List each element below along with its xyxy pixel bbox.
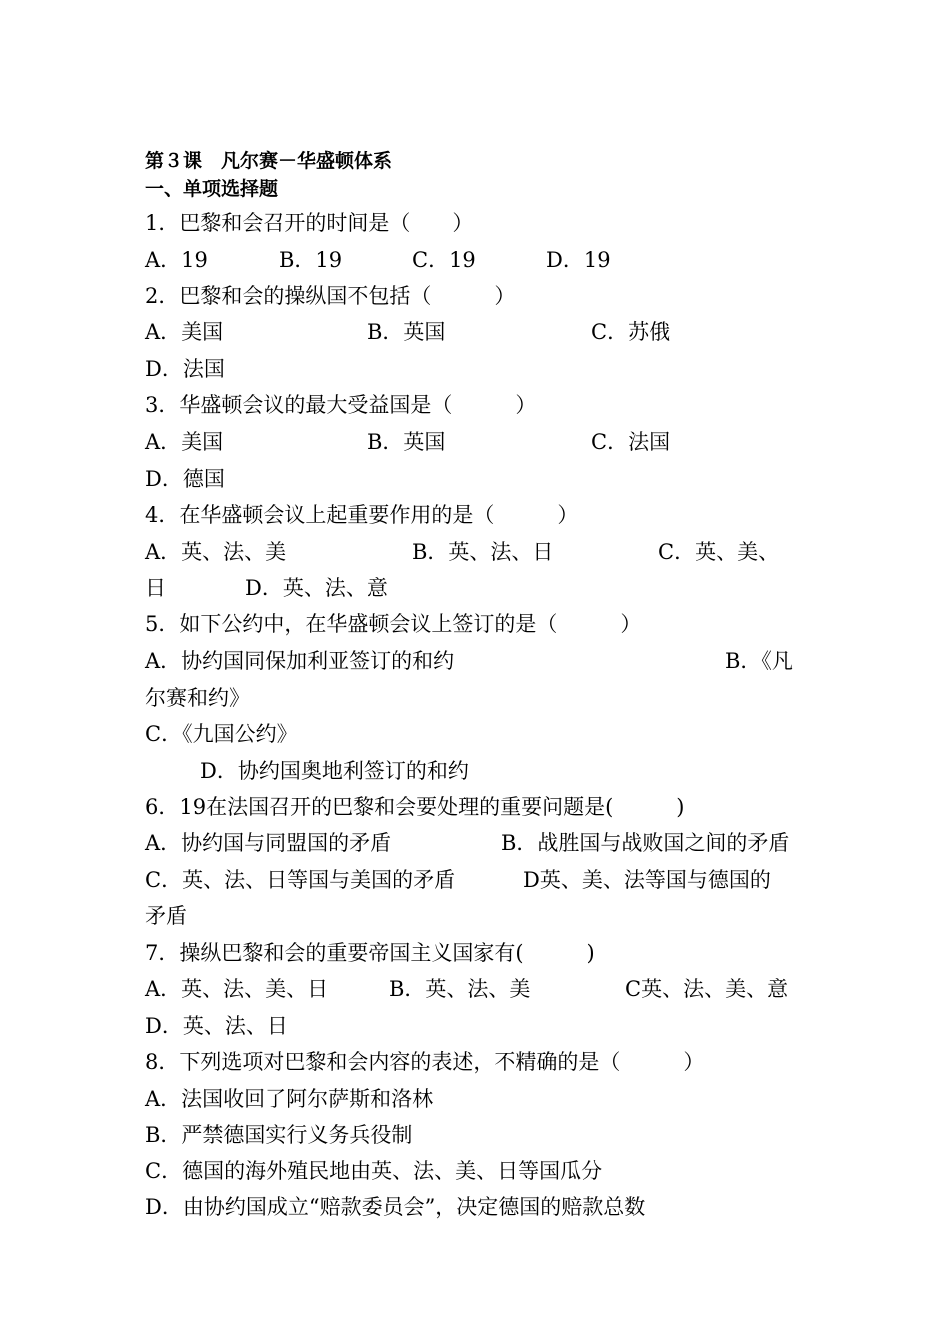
question-5-option-c: C．《九国公约》 bbox=[145, 722, 298, 746]
question-8-option-a: A．法国收回了阿尔萨斯和洛林 bbox=[145, 1087, 434, 1111]
question-2-option-c: C．苏俄 bbox=[591, 320, 671, 344]
question-5-stem: 5．如下公约中，在华盛顿会议上签订的是（ ） bbox=[145, 612, 642, 636]
question-4-option-b: B．英、法、日 bbox=[412, 540, 554, 564]
question-4-option-a: A．英、法、美 bbox=[145, 540, 287, 564]
question-5-option-d: D．协约国奥地利签订的和约 bbox=[200, 759, 469, 783]
question-1-option-b: B．19 bbox=[279, 248, 343, 272]
question-4-option-d: D．英、法、意 bbox=[245, 576, 388, 600]
question-3-option-b: B．英国 bbox=[367, 430, 446, 454]
lesson-title: 第３课 凡尔赛－华盛顿体系 bbox=[145, 150, 393, 172]
question-6-option-d: D英、美、法等国与德国的 bbox=[523, 868, 771, 892]
question-7-option-d: D．英、法、日 bbox=[145, 1014, 288, 1038]
question-6-option-a: A．协约国与同盟国的矛盾 bbox=[145, 831, 392, 855]
question-8-option-d: D．由协约国成立“赔款委员会”，决定德国的赔款总数 bbox=[145, 1195, 646, 1219]
question-4-option-c-cont: 日 bbox=[145, 576, 166, 600]
question-3-option-d: D．德国 bbox=[145, 467, 225, 491]
question-6-option-b: B．战胜国与战败国之间的矛盾 bbox=[501, 831, 790, 855]
question-1-option-c: C．19 bbox=[412, 248, 476, 272]
question-2-option-d: D．法国 bbox=[145, 357, 225, 381]
question-2-option-b: B．英国 bbox=[367, 320, 446, 344]
question-3-stem: 3．华盛顿会议的最大受益国是（ ） bbox=[145, 393, 537, 417]
question-1-option-d: D．19 bbox=[546, 248, 611, 272]
question-2-stem: 2．巴黎和会的操纵国不包括（ ） bbox=[145, 284, 516, 308]
question-6-option-d-cont: 矛盾 bbox=[145, 904, 187, 928]
question-3-option-c: C．法国 bbox=[591, 430, 671, 454]
question-4-stem: 4．在华盛顿会议上起重要作用的是（ ） bbox=[145, 503, 579, 527]
question-7-option-c: C英、法、美、意 bbox=[625, 977, 789, 1001]
question-5-option-a: A．协约国同保加利亚签订的和约 bbox=[145, 649, 455, 673]
question-5-option-b-cont: 尔赛和约》 bbox=[145, 686, 250, 710]
question-1-stem: 1．巴黎和会召开的时间是（ ） bbox=[145, 211, 474, 235]
question-2-option-a: A．美国 bbox=[145, 320, 224, 344]
question-1-option-a: A．19 bbox=[145, 248, 208, 272]
question-6-option-c: C．英、法、日等国与美国的矛盾 bbox=[145, 868, 456, 892]
question-5-option-b: B．《凡 bbox=[725, 649, 793, 673]
question-7-option-a: A．英、法、美、日 bbox=[145, 977, 329, 1001]
question-4-option-c: C．英、美、 bbox=[658, 540, 780, 564]
question-7-stem: 7．操纵巴黎和会的重要帝国主义国家有( ) bbox=[145, 941, 595, 965]
question-8-option-c: C．德国的海外殖民地由英、法、美、日等国瓜分 bbox=[145, 1159, 603, 1183]
question-3-option-a: A．美国 bbox=[145, 430, 224, 454]
section-title: 一、单项选择题 bbox=[145, 178, 279, 200]
question-8-option-b: B．严禁德国实行义务兵役制 bbox=[145, 1123, 413, 1147]
question-6-stem: 6．19在法国召开的巴黎和会要处理的重要问题是( ) bbox=[145, 795, 685, 819]
question-7-option-b: B．英、法、美 bbox=[389, 977, 531, 1001]
question-8-stem: 8．下列选项对巴黎和会内容的表述，不精确的是（ ） bbox=[145, 1050, 705, 1074]
